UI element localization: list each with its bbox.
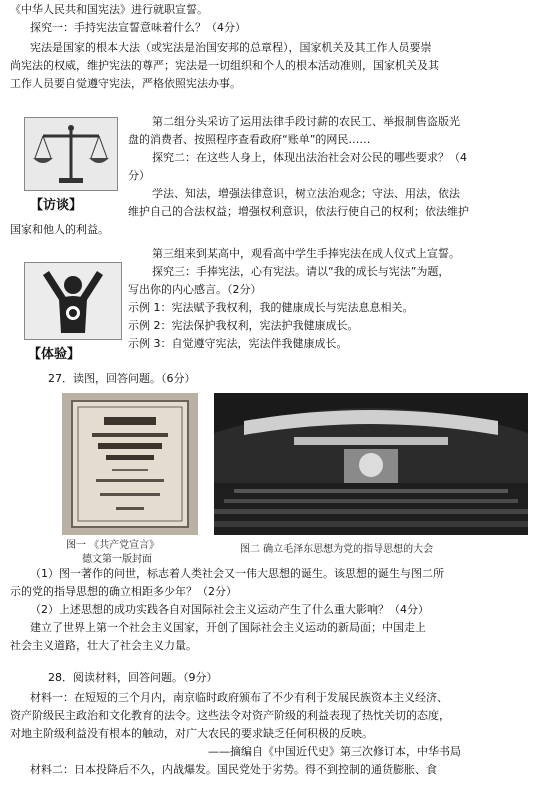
material-line: 材料二：日本投降后不久，内战爆发。国民党处于劣势。得不到控制的通货膨胀、食 bbox=[30, 763, 437, 776]
experience-caption: 【体验】 bbox=[28, 347, 81, 362]
figure1-caption-sub: 德文第一版封面 bbox=[82, 554, 152, 565]
congress-photo bbox=[214, 393, 528, 535]
answer-line: 学法、知法，增强法律意识，树立法治观念；守法、用法，依法 bbox=[152, 187, 460, 200]
question-27-title: 27．读图，回答问题。（6分） bbox=[48, 372, 196, 385]
question-27-part1-cont: 示的党的指导思想的确立相距多少年？（2分） bbox=[10, 585, 237, 598]
example-line: 示例 3：自觉遵守宪法，宪法伴我健康成长。 bbox=[128, 337, 348, 350]
material-line: 材料一：在短短的三个月内，南京临时政府颁布了不少有利于发展民族资本主义经济、 bbox=[30, 691, 448, 704]
material-line: 资产阶级民主政治和文化教育的法令。这些法令对资产阶级的利益表现了热忱关切的态度， bbox=[10, 709, 450, 722]
section2-line: 盘的消费者、按照程序查看政府“账单”的网民…… bbox=[128, 133, 371, 146]
section2-line: 分） bbox=[128, 169, 150, 182]
figure2-caption: 图二 确立毛泽东思想为党的指导思想的大会 bbox=[240, 544, 434, 555]
question-28-title: 28．阅读材料，回答问题。（9分） bbox=[48, 671, 218, 684]
answer-line: 国家和他人的利益。 bbox=[10, 223, 109, 236]
section1-line1: 《中华人民共和国宪法》进行就职宣誓。 bbox=[10, 3, 208, 16]
scales-icon bbox=[24, 117, 118, 191]
material-source: ——摘编自《中国近代史》第三次修订本，中华书局 bbox=[208, 745, 461, 758]
answer-line: 维护自己的合法权益；增强权利意识，依法行使自己的权利；依法维护 bbox=[128, 205, 469, 218]
answer-line: 宪法是国家的根本大法（或宪法是治国安邦的总章程），国家机关及其工作人员要崇 bbox=[30, 41, 432, 54]
interview-caption: 【访谈】 bbox=[30, 198, 83, 213]
manifesto-cover-image bbox=[62, 393, 198, 535]
example-line: 示例 2：宪法保护我权利，宪法护我健康成长。 bbox=[128, 319, 359, 332]
question-explore-one: 探究一：手持宪法宣誓意味着什么？（4分） bbox=[30, 21, 246, 34]
answer-line: 社会主义道路，壮大了社会主义力量。 bbox=[10, 639, 197, 652]
figure1-caption: 图一 《共产党宣言》 bbox=[66, 540, 160, 551]
answer-line: 工作人员要自觉遵守宪法，严格依照宪法办事。 bbox=[10, 77, 241, 90]
answer-line: 建立了世界上第一个社会主义国家，开创了国际社会主义运动的新局面；中国走上 bbox=[30, 621, 426, 634]
raised-hands-icon bbox=[24, 262, 122, 340]
answer-line: 尚宪法的权威，维护宪法的尊严；宪法是一切组织和个人的根本活动准则，国家机关及其 bbox=[10, 59, 439, 72]
example-line: 示例 1：宪法赋予我权利，我的健康成长与宪法息息相关。 bbox=[128, 301, 414, 314]
question-explore-three: 探究三：手捧宪法，心有宪法。请以“我的成长与宪法”为题， bbox=[152, 265, 450, 278]
material-line: 对地主阶级利益没有根本的触动，对广大农民的要求缺乏任何积极的反映。 bbox=[10, 727, 373, 740]
question-27-part1: （1）图一著作的问世，标志着人类社会又一伟大思想的诞生。该思想的诞生与图二所 bbox=[30, 567, 444, 580]
question-27-part2: （2）上述思想的成功实践各自对国际社会主义运动产生了什么重大影响？（4分） bbox=[30, 603, 429, 616]
section3-line: 写出你的内心感言。（2分） bbox=[128, 283, 262, 296]
section2-line: 第二组分头采访了运用法律手段讨薪的农民工、举报制售盗版光 bbox=[152, 115, 460, 128]
section3-line: 第三组来到某高中，观看高中学生手捧宪法在成人仪式上宣誓。 bbox=[152, 247, 460, 260]
question-explore-two: 探究二：在这些人身上，体现出法治社会对公民的哪些要求？（4 bbox=[152, 151, 467, 164]
